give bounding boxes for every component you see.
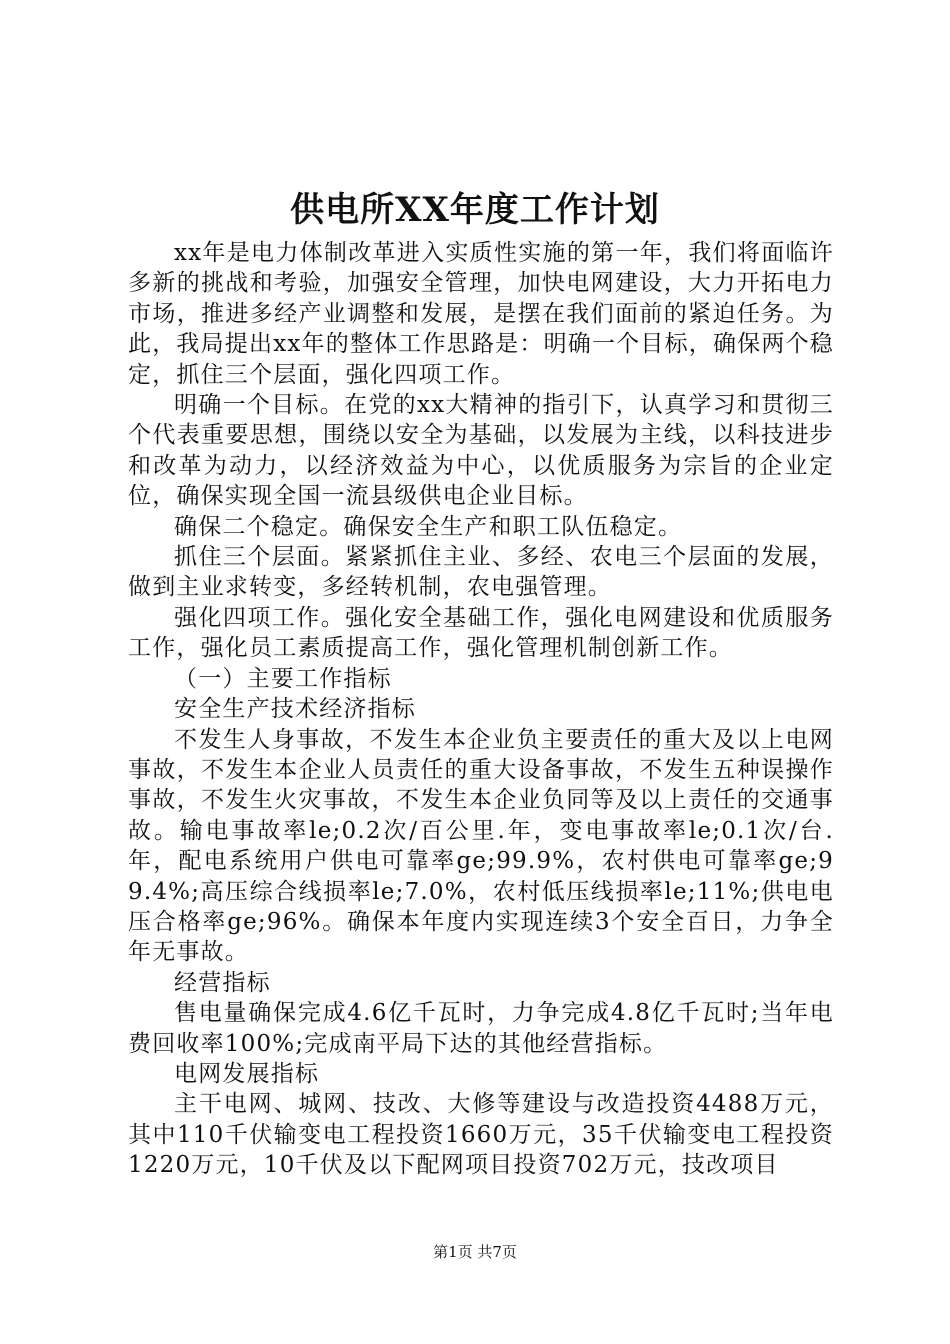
page-number-footer: 第1页 共7页 — [433, 1243, 517, 1261]
paragraph-operating-indicators: 售电量确保完成4.6亿千瓦时，力争完成4.8亿千瓦时;当年电费回收率100%;完成南平局下达的其他经营指标。 — [128, 1000, 834, 1057]
paragraph-grid-indicators: 主干电网、城网、技改、大修等建设与改造投资4488万元，其中110千伏输变电工程投资1660万元，35千伏输变电工程投资1220万元，10千伏及以下配网项目投资702万元，技改项目 — [128, 1091, 834, 1179]
document-body — [128, 238, 834, 1181]
document-title: 供电所XX年度工作计划 — [290, 190, 660, 230]
subheading-operating-indicators: 经营指标 — [174, 969, 271, 996]
section-heading-main-indicators: （一）主要工作指标 — [174, 665, 392, 692]
paragraph-goal: 明确一个目标。在党的xx大精神的指引下，认真学习和贯彻三个代表重要思想，围绕以安全为基础，以发展为主线，以科技进步和改革为动力，以经济效益为中心，以优质服务为宗旨的企业定位，确保实现全国一流县级供电企业目标。 — [128, 392, 834, 510]
paragraph-stability: 确保二个稳定。确保安全生产和职工队伍稳定。 — [174, 513, 683, 540]
subheading-grid-indicators: 电网发展指标 — [174, 1060, 320, 1087]
paragraph-levels: 抓住三个层面。紧紧抓住主业、多经、农电三个层面的发展，做到主业求转变，多经转机制，农电强管理。 — [128, 544, 834, 601]
paragraph-safety-indicators: 不发生人身事故，不发生本企业负主要责任的重大及以上电网事故，不发生本企业人员责任的重大设备事故，不发生五种误操作事故，不发生火灾事故，不发生本企业负同等及以上责任的交通事故。输电事故率le;0.2次/百公里.年，变电事故率le;0.1次/台.年，配电系统用户供电可靠率ge;99.9%，农村供电可靠率ge;99.4%;高压综合线损率le;7.0%，农村低压线损率le;11%;供电电压合格率ge;96%。确保本年度内实现连续3个安全百日，力争全年无事故。 — [128, 726, 834, 966]
subheading-safety-indicators: 安全生产技术经济指标 — [174, 696, 416, 723]
paragraph-intro: xx年是电力体制改革进入实质性实施的第一年，我们将面临许多新的挑战和考验，加强安全管理，加快电网建设，大力开拓电力市场，推进多经产业调整和发展，是摆在我们面前的紧迫任务。为此，我局提出xx年的整体工作思路是：明确一个目标，确保两个稳定，抓住三个层面，强化四项工作。 — [128, 240, 834, 388]
paragraph-four-tasks: 强化四项工作。强化安全基础工作，强化电网建设和优质服务工作，强化员工素质提高工作，强化管理机制创新工作。 — [128, 604, 834, 662]
